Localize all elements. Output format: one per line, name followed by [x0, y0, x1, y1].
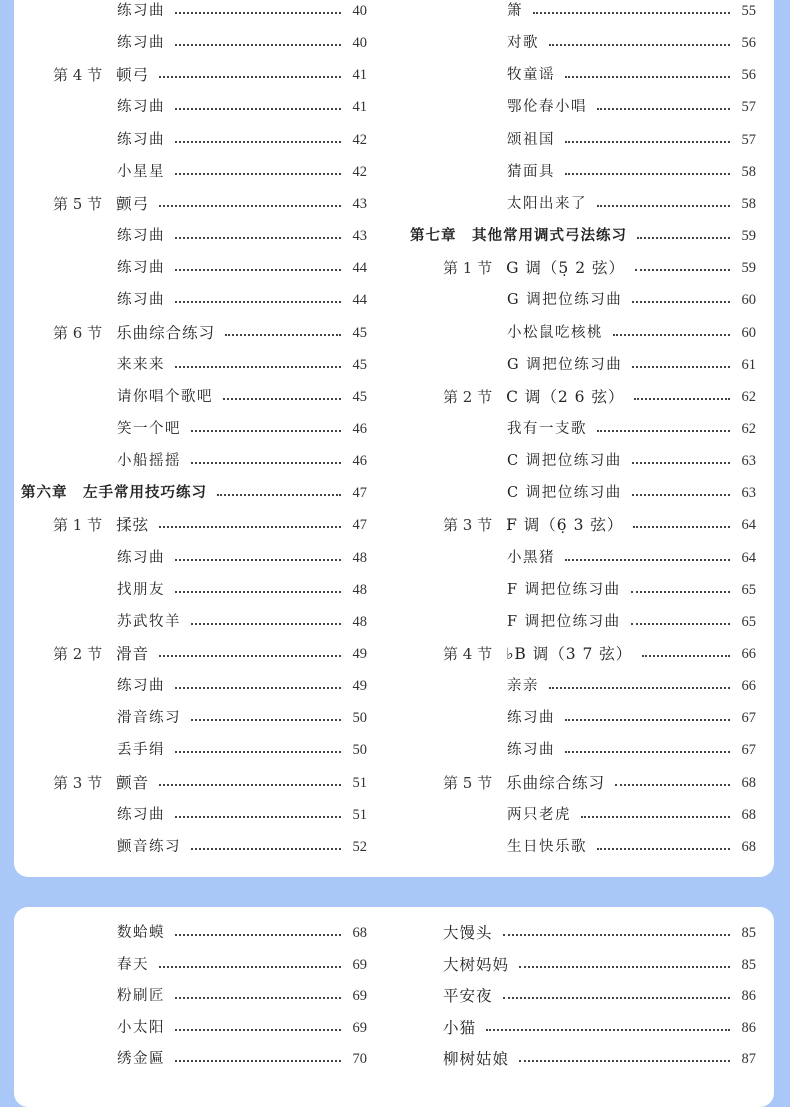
- entry-title: 练习曲: [507, 710, 555, 727]
- entry-title: 柳树姑娘: [443, 1050, 510, 1069]
- entry-title: 绣金匾: [117, 1051, 165, 1068]
- page-number: 56: [741, 35, 756, 52]
- dot-leader: [225, 334, 341, 336]
- page-number: 51: [352, 806, 367, 823]
- toc-chapter-row[interactable]: [410, 224, 756, 248]
- toc-section-row[interactable]: [53, 771, 367, 795]
- page-number: 65: [741, 581, 756, 598]
- toc-entry-row[interactable]: [507, 63, 756, 87]
- toc-entry-row[interactable]: [507, 31, 756, 55]
- page-number: 58: [741, 163, 756, 180]
- dot-leader: [597, 205, 730, 207]
- entry-title: 亲亲: [507, 678, 539, 695]
- entry-title: 乐曲综合练习: [116, 323, 216, 342]
- entry-title: 春天: [117, 956, 149, 973]
- dot-leader: [159, 526, 341, 528]
- section-number: 第 2 节: [53, 645, 103, 663]
- entry-title: G 调把位练习曲: [507, 356, 623, 373]
- toc-entry-row[interactable]: [117, 160, 367, 184]
- dot-leader: [565, 719, 730, 721]
- entry-title: 两只老虎: [507, 806, 571, 823]
- dot-leader: [175, 559, 341, 561]
- dot-leader: [191, 848, 341, 850]
- toc-entry-row[interactable]: [507, 610, 756, 634]
- dot-leader: [175, 108, 341, 110]
- toc-entry-row[interactable]: [443, 984, 756, 1008]
- toc-card-upper: [14, 0, 774, 877]
- page-number: 69: [352, 1019, 367, 1036]
- toc-entry-row[interactable]: [117, 224, 367, 248]
- page-number: 43: [352, 228, 367, 245]
- dot-leader: [631, 591, 730, 593]
- toc-section-row[interactable]: [443, 385, 756, 409]
- entry-title: 对歌: [507, 35, 539, 52]
- page-number: 64: [741, 549, 756, 566]
- entry-title: 练习曲: [117, 35, 165, 52]
- entry-title: 数蛤蟆: [117, 925, 165, 941]
- toc-entry-row[interactable]: [117, 674, 367, 698]
- toc-entry-row[interactable]: [117, 0, 367, 23]
- toc-card-lower: [14, 907, 774, 1107]
- page-number: 48: [352, 581, 367, 598]
- entry-title: F 调（6̣ 3 弦）: [506, 516, 624, 535]
- entry-title: C 调把位练习曲: [507, 485, 622, 502]
- dot-leader: [633, 526, 730, 528]
- dot-leader: [597, 108, 730, 110]
- dot-leader: [175, 687, 341, 689]
- dot-leader: [175, 141, 341, 143]
- dot-leader: [175, 1060, 341, 1062]
- entry-title: 找朋友: [117, 581, 165, 598]
- dot-leader: [503, 934, 730, 936]
- dot-leader: [642, 655, 730, 657]
- entry-title: F 调把位练习曲: [507, 581, 621, 598]
- toc-entry-row[interactable]: [117, 417, 367, 441]
- section-number: 第 4 节: [53, 66, 103, 85]
- entry-title: 练习曲: [117, 228, 165, 245]
- toc-entry-row[interactable]: [507, 128, 756, 152]
- dot-leader: [175, 1029, 341, 1031]
- entry-title: 练习曲: [507, 742, 555, 759]
- dot-leader: [217, 494, 341, 496]
- page-number: 66: [741, 646, 756, 662]
- toc-entry-row[interactable]: [507, 835, 756, 859]
- section-number: 第 3 节: [443, 516, 493, 535]
- page-number: 69: [352, 956, 367, 973]
- entry-title: 颤音练习: [117, 838, 181, 855]
- page-number: 87: [741, 1051, 756, 1068]
- toc-section-row[interactable]: [53, 321, 367, 345]
- entry-title: 大树妈妈: [443, 955, 510, 974]
- toc-section-row[interactable]: [443, 513, 756, 537]
- entry-title: 小黑猪: [507, 549, 555, 566]
- chapter-title: 第七章 其他常用调式弓法练习: [410, 228, 627, 245]
- page-number: 68: [352, 925, 367, 941]
- page-number: 66: [741, 678, 756, 695]
- entry-title: 请你唱个歌吧: [117, 388, 213, 405]
- toc-entry-row[interactable]: [507, 738, 756, 762]
- section-number: 第 4 节: [443, 645, 493, 663]
- dot-leader: [159, 76, 341, 78]
- toc-section-row[interactable]: [53, 642, 367, 666]
- toc-entry-row[interactable]: [117, 353, 367, 377]
- entry-title: 小星星: [117, 163, 165, 180]
- dot-leader: [175, 12, 341, 14]
- toc-entry-row[interactable]: [117, 385, 367, 409]
- page-number: 42: [352, 163, 367, 180]
- page-number: 63: [741, 453, 756, 470]
- page-number: 62: [741, 388, 756, 405]
- toc-entry-row[interactable]: [507, 578, 756, 602]
- toc-entry-row[interactable]: [117, 546, 367, 570]
- page-number: 50: [352, 710, 367, 727]
- dot-leader: [175, 237, 341, 239]
- page-number: 60: [741, 292, 756, 309]
- entry-title: 练习曲: [117, 3, 165, 19]
- entry-title: 练习曲: [117, 678, 165, 695]
- toc-entry-row[interactable]: [507, 321, 756, 345]
- toc-entry-row[interactable]: [443, 1047, 756, 1071]
- dot-leader: [175, 751, 341, 753]
- page-number: 85: [741, 956, 756, 973]
- dot-leader: [191, 719, 341, 721]
- section-number: 第 5 节: [443, 773, 493, 792]
- page-number: 45: [352, 324, 367, 341]
- page-number: 55: [741, 3, 756, 19]
- dot-leader: [191, 430, 341, 432]
- toc-entry-row[interactable]: [117, 95, 367, 119]
- chapter-title: 第六章 左手常用技巧练习: [21, 485, 207, 502]
- dot-leader: [533, 12, 730, 14]
- page-number: 68: [741, 838, 756, 855]
- toc-entry-row[interactable]: [117, 803, 367, 827]
- entry-title: 练习曲: [117, 260, 165, 277]
- page-number: 64: [741, 517, 756, 534]
- entry-title: C 调把位练习曲: [507, 453, 622, 470]
- entry-title: 我有一支歌: [507, 420, 587, 437]
- entry-title: G 调把位练习曲: [507, 292, 623, 309]
- page-number: 65: [741, 613, 756, 630]
- entry-title: 颂祖国: [507, 131, 555, 148]
- dot-leader: [632, 462, 730, 464]
- entry-title: 颤弓: [116, 194, 150, 213]
- section-number: 第 3 节: [53, 773, 103, 792]
- toc-entry-row[interactable]: [443, 953, 756, 977]
- dot-leader: [175, 816, 341, 818]
- page-number: 48: [352, 613, 367, 630]
- page-number: 41: [352, 67, 367, 84]
- dot-leader: [581, 816, 730, 818]
- toc-entry-row[interactable]: [507, 803, 756, 827]
- dot-leader: [159, 966, 341, 968]
- toc-section-row[interactable]: [53, 513, 367, 537]
- toc-section-row[interactable]: [443, 256, 756, 280]
- entry-title: 生日快乐歌: [507, 838, 587, 855]
- entry-title: 大馒头: [443, 924, 493, 942]
- page-number: 59: [741, 228, 756, 245]
- dot-leader: [565, 76, 730, 78]
- toc-entry-row[interactable]: [507, 546, 756, 570]
- toc-entry-row[interactable]: [117, 128, 367, 152]
- entry-title: 练习曲: [117, 806, 165, 823]
- page-number: 57: [741, 99, 756, 116]
- toc-entry-row[interactable]: [507, 706, 756, 730]
- dot-leader: [486, 1029, 730, 1031]
- dot-leader: [632, 494, 730, 496]
- dot-leader: [175, 366, 341, 368]
- page-number: 46: [352, 453, 367, 470]
- page-number: 86: [741, 988, 756, 1005]
- entry-title: F 调把位练习曲: [507, 613, 621, 630]
- entry-title: C 调（2 6 弦）: [506, 387, 625, 406]
- page-number: 49: [352, 646, 367, 662]
- dot-leader: [549, 687, 730, 689]
- entry-title: 箫: [507, 3, 523, 19]
- entry-title: 粉刷匠: [117, 988, 165, 1005]
- dot-leader: [637, 237, 730, 239]
- dot-leader: [519, 1060, 730, 1062]
- page-number: 47: [352, 485, 367, 502]
- entry-title: 练习曲: [117, 549, 165, 566]
- dot-leader: [175, 269, 341, 271]
- entry-title: 来来来: [117, 356, 165, 373]
- toc-section-row[interactable]: [53, 63, 367, 87]
- page-number: 43: [352, 195, 367, 212]
- entry-title: 苏武牧羊: [117, 613, 181, 630]
- toc-entry-row[interactable]: [117, 1047, 367, 1071]
- dot-leader: [613, 334, 730, 336]
- dot-leader: [565, 173, 730, 175]
- dot-leader: [175, 44, 341, 46]
- page-number: 40: [352, 3, 367, 19]
- page-number: 60: [741, 324, 756, 341]
- page-number: 45: [352, 356, 367, 373]
- dot-leader: [175, 934, 341, 936]
- page-number: 48: [352, 549, 367, 566]
- page-number: 86: [741, 1019, 756, 1036]
- section-number: 第 6 节: [53, 323, 103, 342]
- entry-title: 鄂伦春小唱: [507, 99, 587, 116]
- page-number: 50: [352, 742, 367, 759]
- page-number: 70: [352, 1051, 367, 1068]
- entry-title: 丢手绢: [117, 742, 165, 759]
- dot-leader: [565, 559, 730, 561]
- page-number: 63: [741, 485, 756, 502]
- entry-title: 小太阳: [117, 1019, 165, 1036]
- toc-entry-row[interactable]: [117, 610, 367, 634]
- dot-leader: [634, 398, 730, 400]
- toc-entry-row[interactable]: [117, 256, 367, 280]
- entry-title: 揉弦: [116, 516, 150, 535]
- toc-entry-row[interactable]: [507, 192, 756, 216]
- entry-title: 乐曲综合练习: [506, 773, 606, 792]
- toc-entry-row[interactable]: [507, 481, 756, 505]
- dot-leader: [503, 997, 730, 999]
- entry-title: 小猫: [443, 1018, 477, 1037]
- entry-title: G 调（5̣ 2 弦）: [506, 259, 625, 278]
- page-number: 68: [741, 774, 756, 791]
- entry-title: 太阳出来了: [507, 195, 587, 212]
- toc-entry-row[interactable]: [117, 953, 367, 977]
- entry-title: 笑一个吧: [117, 420, 181, 437]
- page-number: 40: [352, 35, 367, 52]
- dot-leader: [597, 430, 730, 432]
- toc-entry-row[interactable]: [117, 31, 367, 55]
- page-number: 62: [741, 420, 756, 437]
- dot-leader: [549, 44, 730, 46]
- dot-leader: [175, 997, 341, 999]
- page-number: 49: [352, 678, 367, 695]
- page-number: 59: [741, 260, 756, 277]
- toc-chapter-row[interactable]: [21, 481, 367, 505]
- dot-leader: [519, 966, 730, 968]
- page-number: 44: [352, 260, 367, 277]
- toc-entry-row[interactable]: [117, 706, 367, 730]
- page-number: 42: [352, 131, 367, 148]
- entry-title: 小船摇摇: [117, 453, 181, 470]
- section-number: 第 1 节: [443, 259, 493, 278]
- page-number: 41: [352, 99, 367, 116]
- toc-entry-row[interactable]: [443, 1016, 756, 1040]
- toc-entry-row[interactable]: [117, 738, 367, 762]
- page-number: 85: [741, 925, 756, 941]
- dot-leader: [223, 398, 341, 400]
- dot-leader: [159, 784, 341, 786]
- page-number: 44: [352, 292, 367, 309]
- entry-title: ♭B 调（3 7 弦）: [506, 645, 633, 663]
- entry-title: 小松鼠吃核桃: [507, 324, 603, 341]
- toc-entry-row[interactable]: [507, 353, 756, 377]
- toc-entry-row[interactable]: [117, 921, 367, 945]
- page-number: 47: [352, 517, 367, 534]
- entry-title: 滑音练习: [117, 710, 181, 727]
- toc-section-row[interactable]: [443, 642, 756, 666]
- dot-leader: [191, 462, 341, 464]
- entry-title: 颤音: [116, 773, 150, 792]
- entry-title: 练习曲: [117, 99, 165, 116]
- dot-leader: [635, 269, 730, 271]
- toc-entry-row[interactable]: [117, 578, 367, 602]
- toc-entry-row[interactable]: [507, 0, 756, 23]
- dot-leader: [191, 623, 341, 625]
- dot-leader: [565, 751, 730, 753]
- toc-entry-row[interactable]: [507, 449, 756, 473]
- dot-leader: [565, 141, 730, 143]
- page-number: 51: [352, 774, 367, 791]
- dot-leader: [632, 301, 730, 303]
- page-number: 68: [741, 806, 756, 823]
- toc-entry-row[interactable]: [117, 984, 367, 1008]
- page-number: 45: [352, 388, 367, 405]
- dot-leader: [597, 848, 730, 850]
- entry-title: 练习曲: [117, 292, 165, 309]
- dot-leader: [175, 301, 341, 303]
- dot-leader: [159, 205, 341, 207]
- page-number: 67: [741, 742, 756, 759]
- toc-entry-row[interactable]: [507, 288, 756, 312]
- section-number: 第 1 节: [53, 516, 103, 535]
- dot-leader: [615, 784, 730, 786]
- page-number: 57: [741, 131, 756, 148]
- dot-leader: [175, 591, 341, 593]
- dot-leader: [159, 655, 341, 657]
- dot-leader: [631, 623, 730, 625]
- page-number: 58: [741, 195, 756, 212]
- entry-title: 滑音: [116, 645, 150, 663]
- toc-entry-row[interactable]: [507, 95, 756, 119]
- page-number: 61: [741, 356, 756, 373]
- page-number: 46: [352, 420, 367, 437]
- page-number: 69: [352, 988, 367, 1005]
- toc-section-row[interactable]: [53, 192, 367, 216]
- toc-entry-row[interactable]: [117, 1016, 367, 1040]
- entry-title: 猜面具: [507, 163, 555, 180]
- toc-entry-row[interactable]: [117, 288, 367, 312]
- toc-entry-row[interactable]: [117, 835, 367, 859]
- toc-entry-row[interactable]: [117, 449, 367, 473]
- page-number: 56: [741, 67, 756, 84]
- dot-leader: [632, 366, 730, 368]
- entry-title: 平安夜: [443, 987, 493, 1006]
- section-number: 第 2 节: [443, 387, 493, 406]
- toc-entry-row[interactable]: [507, 160, 756, 184]
- page-number: 52: [352, 838, 367, 855]
- toc-section-row[interactable]: [443, 771, 756, 795]
- page-number: 67: [741, 710, 756, 727]
- toc-entry-row[interactable]: [507, 417, 756, 441]
- section-number: 第 5 节: [53, 194, 103, 213]
- toc-entry-row[interactable]: [507, 674, 756, 698]
- entry-title: 练习曲: [117, 131, 165, 148]
- toc-entry-row[interactable]: [443, 921, 756, 945]
- entry-title: 顿弓: [116, 66, 150, 85]
- entry-title: 牧童谣: [507, 67, 555, 84]
- dot-leader: [175, 173, 341, 175]
